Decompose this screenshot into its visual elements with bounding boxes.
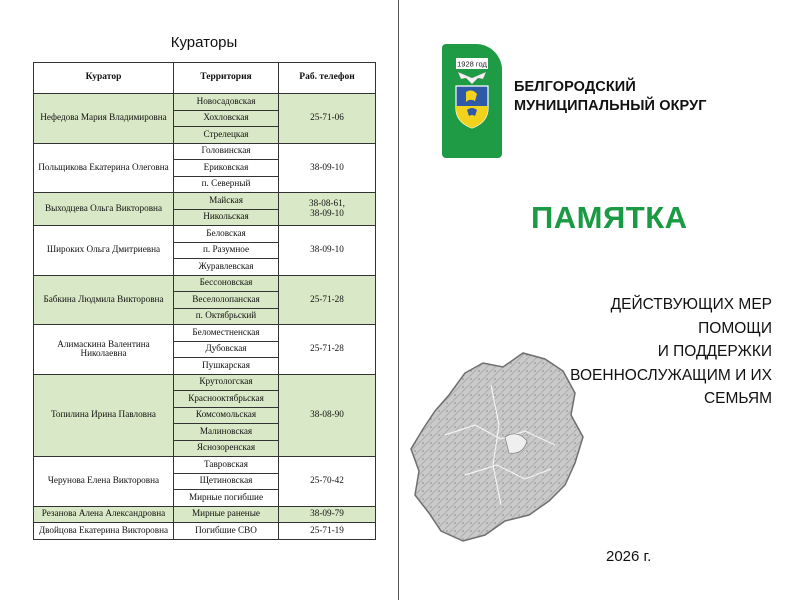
curator-cell: [34, 457, 174, 507]
territory-cell: Майская: [174, 193, 279, 210]
phone-line: 38-09-10: [310, 161, 344, 172]
header-territory: Территория: [174, 63, 279, 94]
phone-line: 38-09-79: [310, 508, 344, 519]
curator-name-line: Алимаскина Валентина: [57, 338, 150, 349]
phone-cell: [279, 374, 376, 457]
curator-name-line: Топилина Ирина Павловна: [50, 409, 157, 420]
district-map-icon: [405, 345, 595, 555]
curator-cell: [34, 374, 174, 457]
table-row: [34, 523, 376, 540]
memo-title: ПАМЯТКА: [531, 200, 688, 235]
subtitle-line-1: ДЕЙСТВУЮЩИХ МЕР ПОМОЩИ: [610, 296, 772, 337]
territory-cell: Новосадовская: [174, 94, 279, 111]
subtitle-line-3: ВОЕННОСЛУЖАЩИМ И ИХ: [570, 366, 772, 384]
org-name-line-1: БЕЛГОРОДСКИЙ: [514, 79, 636, 95]
territory-cell: Беловская: [174, 226, 279, 243]
curator-name-line: Резанова Алена Александровна: [41, 508, 166, 519]
curator-cell: [34, 523, 174, 540]
curator-cell: [34, 143, 174, 193]
table-row: [34, 94, 376, 111]
phone-line: 38-08-90: [310, 409, 344, 420]
curator-name-line: Двойцова Екатерина Викторовна: [38, 524, 169, 535]
district-map: [405, 345, 595, 555]
phone-cell: [279, 523, 376, 540]
phone-line: 25-71-19: [310, 524, 344, 535]
eagle-icon: [458, 72, 486, 84]
territory-cell: Никольская: [174, 209, 279, 226]
territory-cell: Погибшие СВО: [174, 523, 279, 540]
curator-name-line: Бабкина Людмила Викторовна: [43, 293, 164, 304]
territory-cell: Головинская: [174, 143, 279, 160]
territory-cell: Краснооктябрьская: [174, 391, 279, 408]
curator-name-line: Выходцева Ольга Викторовна: [44, 203, 163, 214]
territory-cell: Журавлевская: [174, 259, 279, 276]
territory-cell: Малиновская: [174, 424, 279, 441]
phone-cell: [279, 94, 376, 144]
district-outline: [411, 353, 583, 541]
curator-name-line: Польщикова Екатерина Олеговна: [38, 161, 169, 172]
curator-cell: [34, 275, 174, 325]
subtitle-line-4: СЕМЬЯМ: [703, 390, 772, 407]
table-row: [34, 226, 376, 243]
table-header-row: [34, 63, 376, 94]
phone-line: 38-08-61,: [309, 198, 345, 209]
org-name-line-2: МУНИЦИПАЛЬНЫЙ ОКРУГ: [514, 98, 707, 114]
phone-line: 38-09-10: [310, 244, 344, 255]
left-page: [0, 0, 399, 600]
organization-name: [514, 78, 707, 116]
territory-cell: Комсомольская: [174, 407, 279, 424]
territory-cell: Тавровская: [174, 457, 279, 474]
curator-name-line: Николаевна: [80, 348, 127, 359]
territory-cell: Мирные раненые: [174, 506, 279, 523]
territory-cell: Мирные погибшие: [174, 490, 279, 507]
header-curator: Куратор: [34, 63, 174, 94]
curators-title: Кураторы: [170, 34, 238, 51]
table-row: [34, 506, 376, 523]
territory-cell: Пушкарская: [174, 358, 279, 375]
curators-table-body: [34, 94, 376, 540]
territory-cell: Ериковская: [174, 160, 279, 177]
curators-table: [33, 62, 376, 540]
territory-cell: Крутологская: [174, 374, 279, 391]
territory-cell: Бессоновская: [174, 275, 279, 292]
phone-line: 25-71-06: [310, 112, 344, 123]
phone-line: 25-70-42: [310, 475, 344, 486]
phone-cell: [279, 193, 376, 226]
table-row: [34, 325, 376, 342]
curator-cell: [34, 325, 174, 375]
territory-cell: Щетиновская: [174, 473, 279, 490]
curator-name-line: Черунова Елена Викторовна: [47, 475, 160, 486]
phone-cell: [279, 143, 376, 193]
phone-line: 38-09-10: [310, 208, 344, 218]
publication-year: 2026 г.: [606, 548, 652, 565]
table-row: [34, 143, 376, 160]
curator-cell: [34, 506, 174, 523]
curator-cell: [34, 94, 174, 144]
territory-cell: Беломестненская: [174, 325, 279, 342]
phone-line: 25-71-28: [310, 293, 344, 304]
territory-cell: п. Северный: [174, 176, 279, 193]
curator-name-line: Широких Ольга Дмитриевна: [46, 244, 161, 255]
territory-cell: Хохловская: [174, 110, 279, 127]
coat-of-arms-icon: [442, 44, 502, 158]
territory-cell: Яснозоренская: [174, 440, 279, 457]
phone-cell: [279, 275, 376, 325]
phone-cell: [279, 325, 376, 375]
territory-cell: п. Разумное: [174, 242, 279, 259]
territory-cell: Веселолопанская: [174, 292, 279, 309]
territory-cell: Стрелецкая: [174, 127, 279, 144]
emblem-year: 1928 год: [457, 59, 487, 69]
phone-cell: [279, 226, 376, 276]
phone-cell: [279, 457, 376, 507]
phone-line: 25-71-28: [310, 343, 344, 354]
header-phone: Раб. телефон: [279, 63, 376, 94]
table-row: [34, 275, 376, 292]
curator-cell: [34, 193, 174, 226]
subtitle-line-2: И ПОДДЕРЖКИ: [657, 343, 772, 360]
curator-cell: [34, 226, 174, 276]
emblem-card: [442, 44, 502, 158]
table-row: [34, 193, 376, 210]
phone-cell: [279, 506, 376, 523]
territory-cell: Дубовская: [174, 341, 279, 358]
curator-name-line: Нефедова Мария Владимировна: [40, 112, 167, 123]
table-row: [34, 457, 376, 474]
territory-cell: п. Октябрьский: [174, 308, 279, 325]
table-row: [34, 374, 376, 391]
